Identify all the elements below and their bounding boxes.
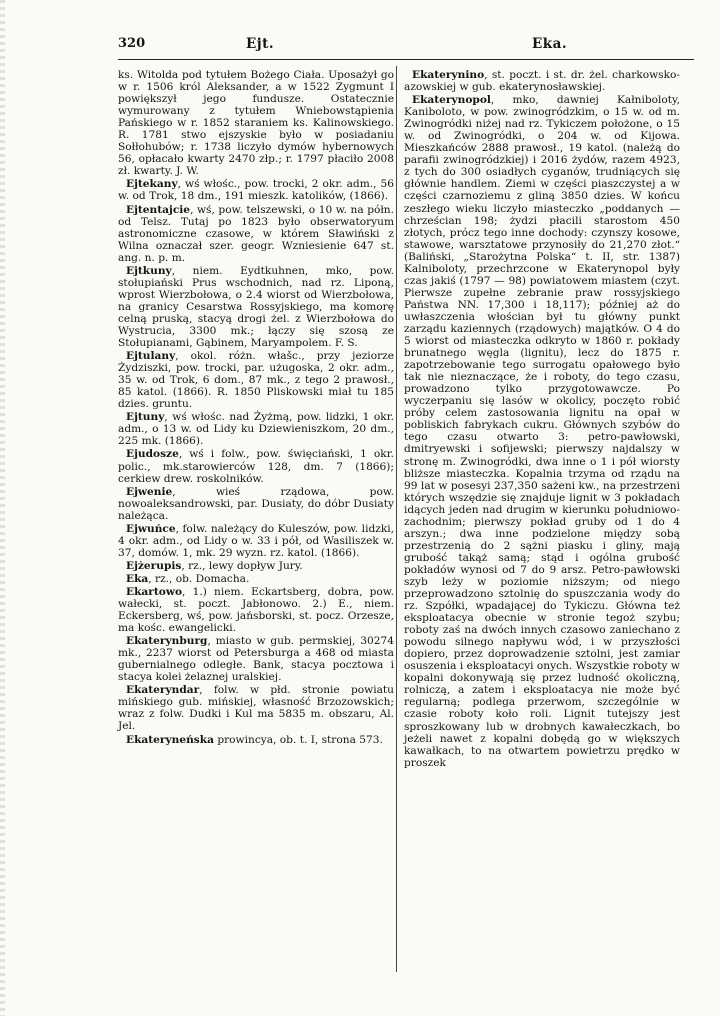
dictionary-entry [118, 178, 394, 202]
dictionary-page [108, 28, 694, 988]
entry-text: , okol. różn. włašc., przy jeziorze Żydziszki, pow. trocki, par. użugoska, 2 okr. adm., 35 w. od Trok, 6 dom., 87 mk., z tego 2 prawosł., 85 katol. (1866). R. 1850 Pliskowski miał tu 185 dzies. gruntu. [118, 350, 394, 411]
dictionary-entry [118, 69, 394, 177]
entry-headword: Ekaterynburg [126, 635, 208, 648]
entry-text: , wś, pow. telszewski, o 10 w. na półn. od Telsz. Tutaj po 1823 było obserwatoryum astronomiczne czasowe, w którem Sławiński z Wilna oznaczał szer. geogr. Wzniesienie 647 st. ang. n. p. m. [118, 203, 394, 264]
entry-headword: Ekateryneńska [126, 733, 214, 746]
dictionary-entry [118, 204, 394, 264]
entry-headword: Ejwuńce [126, 522, 176, 535]
dictionary-entry [118, 486, 394, 522]
entry-text: , wś włośc., pow. trocki, 2 okr. adm., 56 w. od Trok, 18 dm., 191 mieszk. katolików, (1866). [118, 178, 394, 203]
entry-text: , wś włośc. nad Żyżmą, pow. lidzki, 1 okr. adm., o 13 w. od Lidy ku Dziewieniszkom, 20 dm., 225 mk. (1866). [118, 411, 394, 448]
entry-headword: Ejtentajcie [126, 203, 191, 216]
dictionary-entry [404, 69, 680, 93]
entry-text: , mko, dawniej Kałniboloty, Kaniboloto, w pow. zwinogródzkim, o 15 w. od m. Zwinogródki niżej nad rz. Tykiczem położone, o 15 w. od Zwinogródki, o 204 w. od Kijowa. Mieszkańców 2888 prawosł., 19 katol. (należą do parafii zwinogródzkiej) i 2016 żydów, razem 4923, z tych do 300 osiadłych cyganów, trudniących się głównie handlem. Ziemi w części piaszczystej a w części czarnoziemu z gliną 3850 dzies. W końcu zeszłego wieku liczyło miasteczko „poddanych — chrześcian 198; żydzi płacili starostom 450 złotych, prócz tego inne dochody: czynszy kosowe, stawowe, warsztatowe przynosiły do 21,270 złot.“ (Baliński, „Starożytna Polska“ t. II, str. 1387) Kalniboloty, przechrzcone w Ekaterynopol były czas jakiś (1797 — 98) powiatowem miastem (czyt. Pierwsze zupełne zebranie praw rossyjskiego Państwa NN. 17,300 i 18,117); później aż do uwłaszczenia włościan był tu główny punkt zarządu kaziennych (rządowych) majątków. O 4 do 5 wiorst od miasteczka odkryto w 1860 r. pokłady brunatnego węgla (lignitu), lecz do 1875 r. zapotrzebowanie tego surrogatu opałowego było tak nie nieznaczące, że i roboty, do tego czasu, prowadzono tylko przygotowawcze. Po wyczerpaniu się lasów w okolicy, poczęto robić próby celem zastosowania lignitu na opał w pobliskich fabrykach cukru. Głównych szybów do tego czasu otwarto 3: petro-pawłowski, dmitryewski i sofijewski; pierwszy najdalszy w stronę m. Zwinogródki, dwa inne o 1 i pół wiorsty bliższe miasteczka. Kopalnia trzyma od rządu na 99 lat w posesyi 237,350 sażeni kw., na przestrzeni których wszędzie się znajduje lignit w 3 pokładach idących jeden nad drugim w kierunku południowo-zachodnim; pierwszy pokład gruby od 1 do 4 arszyn.; dwa inne podzielone między sobą przestrzenią do 2 sążni piasku i gliny, mają grubość takąż samą; stąd i ogólna grubość pokładów wynosi od 7 do 9 arsz. Petro-pawłowski szyb leży w poziomie niższym; od niego przeprowadzono sztolnię do spuszczania wody do rz. Szpółki, wpadającej do Tykiczu. Główna też eksploatacya obecnie w stronie tegoż szybu; roboty zaś na dwóch innych czasowo zaniechano z powodu silnego napływu wód, i w przyszłości dopiero, przez doprowadzenie sztolni, jest zamiar osuszenia i eksploatacyi onych. Wszystkie roboty w kopalni dokonywają się przez ludność okoliczną, rolniczą, a zatem i eksploatacya nie może być regularną; podlega przerwom, szczególnie w czasie roboty koło roli. Lignit tutejszy jest sproszkowany lub w drobnych kawałeczkach, bo jeżeli nawet z kopalni dobędą go w większych kawałkach, to na otwartem powietrzu prędko w proszek [404, 94, 680, 769]
dictionary-entry [118, 265, 394, 349]
dictionary-entry [118, 586, 394, 634]
dictionary-entry [404, 94, 680, 769]
dictionary-entry [118, 635, 394, 683]
entry-text: , folw. w płd. stronie powiatu mińskiego gub. mińskiej, własność Brzozowskich; wraz z folw. Dudki i Kul ma 5835 m. obszaru, Al. Jel. [118, 684, 394, 733]
entry-headword: Ejtulany [126, 350, 176, 363]
entry-text: , wś i folw., pow. święciański, 1 okr. polic., mk.starowierców 128, dm. 7 (1866); cerkiew drew. roskolników. [118, 448, 394, 485]
entry-text: , wieś rządowa, pow. nowoaleksandrowski, par. Dusiaty, do dóbr Dusiaty należąca. [118, 485, 394, 522]
entry-headword: Ekaterynino [412, 69, 485, 81]
entry-headword: Ejtuny [126, 411, 165, 424]
dictionary-entry [118, 523, 394, 559]
dictionary-entry [118, 684, 394, 732]
entry-headword: Ekaterynopol [412, 94, 491, 107]
entry-text: prowincya, ob. t. I, strona 573. [213, 733, 383, 746]
header-rule [118, 59, 694, 60]
entry-headword: Eka [126, 572, 149, 585]
left-running-headword: Ejt. [246, 36, 275, 52]
entry-text: , niem. Eydtkuhnen, mko, pow. stołupiański Prus wschodnich, nad rz. Liponą, wprost Wierzbołowa, o 2.4 wiorst od Wierzbołowa, na granicy Cesarstwa Rossyjskiego, ma komorę celną pruską, stacyą drogi żel. z Wierzbołowa do Wystrucia, 3300 mk.; łączy się szosą ze Stołupianami, Gąbinem, Maryampolem. F. S. [118, 264, 394, 350]
page-number: 320 [118, 36, 146, 51]
entry-text: , miasto w gub. permskiej, 30274 mk., 2237 wiorst od Petersburga a 468 od miasta gubernialnego odległe. Bank, stacya pocztowa i stacya kolei żelaznej uralskiej. [118, 635, 394, 684]
entry-headword: Ejudosze [126, 448, 179, 461]
left-column [118, 69, 394, 747]
page-edge-margin [0, 0, 5, 1016]
column-separator [396, 66, 397, 972]
entry-text: , folw. należący do Kuleszów, pow. lidzki, 4 okr. adm., od Lidy o w. 33 i pół, od Wasiliszek w. 37, domów. 1, mk. 29 wyzn. rz. katol. (1866). [118, 522, 394, 559]
entry-headword: Ejtkuny [126, 264, 172, 277]
entry-text: , 1.) niem. Eckartsberg, dobra, pow. wałecki, st. poczt. Jabłonowo. 2.) E., niem. Eckersberg, wś, pow. jańsborski, st. pocz. Orzesze, ma kośc. ewangelicki. [118, 585, 394, 635]
right-running-headword: Eka. [532, 36, 568, 52]
entry-headword: Ekartowo [126, 585, 183, 598]
dictionary-entry [118, 734, 394, 746]
entry-text: , rz., lewy dopływ Jury. [181, 559, 303, 572]
entry-text: ks. Witolda pod tytułem Bożego Ciała. Uposażył go w r. 1506 król Aleksander, a w 1522 Zygmunt I powiększył jego fundusze. Ostatecznie wymurowany z tytułem Wniebowstąpienia Pańskiego w r. 1852 staraniem ks. Kalinowskiego. R. 1781 stwo ejszyskie było w posiadaniu Sołłohubów; r. 1738 liczyło dymów hybernowych 56, opłacało kwarty 2470 złp.; r. 1797 płaciło 2008 zł. kwarty. J. W. [118, 69, 394, 178]
entry-text: , rz., ob. Domacha. [148, 572, 250, 585]
entry-headword: Ejtekany [126, 178, 178, 191]
entry-headword: Ejwenie [126, 485, 173, 498]
entry-text: , st. poczt. i st. dr. żel. charkowsko-azowskiej w gub. ekaterynosławskiej. [404, 69, 680, 94]
entry-headword: Ejżerupis [126, 559, 182, 572]
dictionary-entry [118, 411, 394, 447]
dictionary-entry [118, 448, 394, 484]
dictionary-entry [118, 560, 394, 572]
entry-headword: Ekateryndar [126, 684, 200, 697]
dictionary-entry [118, 573, 394, 585]
right-column [404, 69, 680, 770]
dictionary-entry [118, 350, 394, 410]
